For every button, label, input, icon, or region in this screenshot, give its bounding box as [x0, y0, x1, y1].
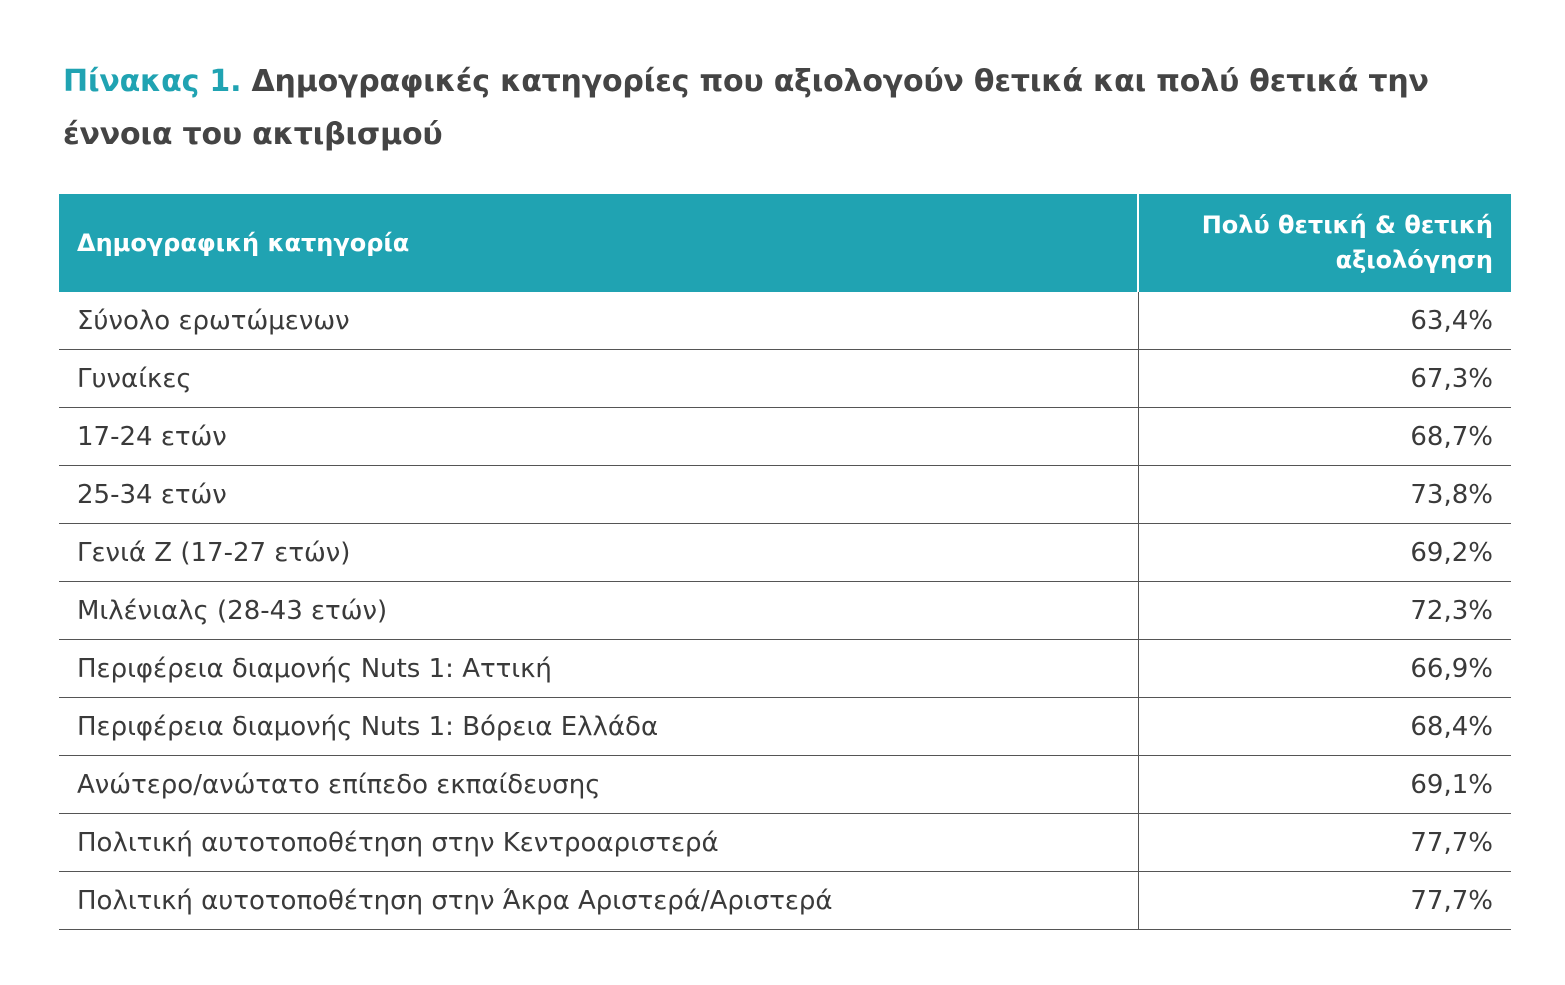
- header-row: [59, 194, 1511, 292]
- row-category: Ανώτερο/ανώτατο επίπεδο εκπαίδευσης: [59, 756, 1138, 814]
- row-category: Σύνολο ερωτώμενων: [59, 292, 1138, 350]
- header-category-label: Δημογραφική κατηγορία: [77, 228, 410, 257]
- table-row: [59, 756, 1511, 814]
- row-category: Πολιτική αυτοτοποθέτηση στην Άκρα Αριστερά/Αριστερά: [59, 872, 1138, 930]
- header-value: [1138, 194, 1511, 292]
- header-value-line2: αξιολόγηση: [1335, 246, 1493, 274]
- table-row: [59, 640, 1511, 698]
- row-value: 68,7%: [1138, 408, 1511, 466]
- table-row: [59, 872, 1511, 930]
- caption-label: Πίνακας 1.: [63, 64, 242, 99]
- table-row: [59, 698, 1511, 756]
- row-value: 68,4%: [1138, 698, 1511, 756]
- row-value: 66,9%: [1138, 640, 1511, 698]
- row-value: 72,3%: [1138, 582, 1511, 640]
- table-caption: [63, 55, 1523, 161]
- row-category: 25-34 ετών: [59, 466, 1138, 524]
- table-row: [59, 292, 1511, 350]
- table-header: [59, 194, 1511, 292]
- table-row: [59, 582, 1511, 640]
- header-value-line1: Πολύ θετική & θετική: [1201, 211, 1493, 239]
- row-value: 69,1%: [1138, 756, 1511, 814]
- demographics-table-container: [59, 194, 1511, 930]
- row-category: Περιφέρεια διαμονής Nuts 1: Αττική: [59, 640, 1138, 698]
- row-category: Μιλένιαλς (28-43 ετών): [59, 582, 1138, 640]
- row-category: Περιφέρεια διαμονής Nuts 1: Βόρεια Ελλάδα: [59, 698, 1138, 756]
- row-value: 63,4%: [1138, 292, 1511, 350]
- table-row: [59, 350, 1511, 408]
- row-value: 77,7%: [1138, 814, 1511, 872]
- row-value: 67,3%: [1138, 350, 1511, 408]
- row-category: 17-24 ετών: [59, 408, 1138, 466]
- table-row: [59, 466, 1511, 524]
- caption-text: Δημογραφικές κατηγορίες που αξιολογούν θετικά και πολύ θετικά την έννοια του ακτιβισμού: [63, 64, 1429, 152]
- table-row: [59, 524, 1511, 582]
- row-value: 73,8%: [1138, 466, 1511, 524]
- row-category: Πολιτική αυτοτοποθέτηση στην Κεντροαριστερά: [59, 814, 1138, 872]
- table-row: [59, 814, 1511, 872]
- row-category: Γενιά Ζ (17-27 ετών): [59, 524, 1138, 582]
- header-category: [59, 194, 1138, 292]
- row-category: Γυναίκες: [59, 350, 1138, 408]
- row-value: 69,2%: [1138, 524, 1511, 582]
- table-body: [59, 292, 1511, 930]
- table-row: [59, 408, 1511, 466]
- row-value: 77,7%: [1138, 872, 1511, 930]
- demographics-table: [59, 194, 1511, 930]
